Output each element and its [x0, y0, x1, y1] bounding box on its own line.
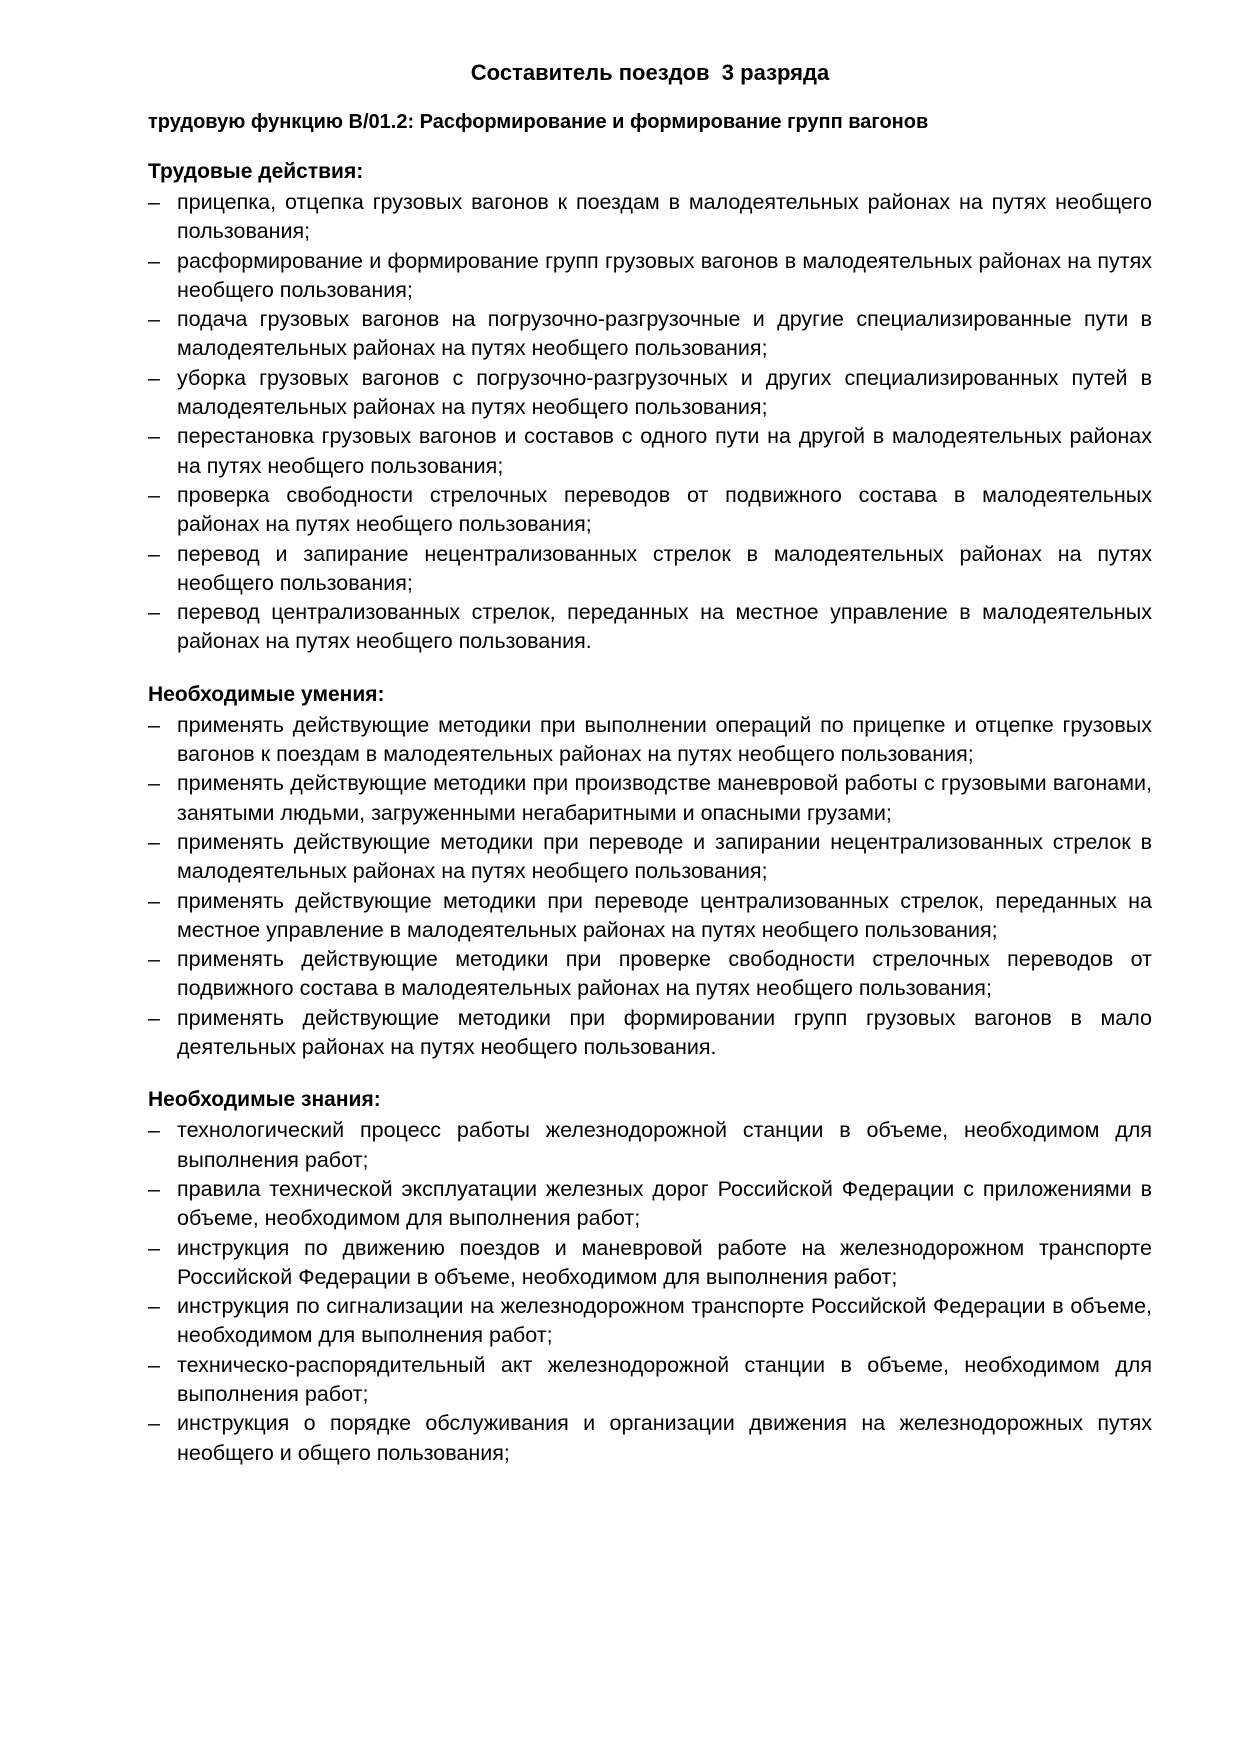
list-item-text: перевод централизованных стрелок, переданных на местное управление в малодеятельных районах на путях необщего пользования. [177, 600, 1152, 654]
list-item-text: подача грузовых вагонов на погрузочно-разгрузочные и другие специализированные пути в малодеятельных районах на путях необщего пользования; [177, 307, 1152, 361]
dash-bullet: – [148, 1411, 160, 1436]
list-item-text: расформирование и формирование групп грузовых вагонов в малодеятельных районах на путях необщего пользования; [177, 248, 1152, 302]
item-list [148, 711, 1152, 1063]
labor-function-title: трудовую функцию В/01.2: Расформирование и формирование групп вагонов [148, 111, 929, 133]
list-item-text: инструкция о порядке обслуживания и организации движения на железнодорожных путях необщего и общего пользования; [177, 1411, 1152, 1465]
list-item [148, 945, 1152, 1004]
dash-bullet: – [148, 771, 160, 796]
list-item-text: инструкция по движению поездов и маневровой работе на железнодорожном транспорте Российской Федерации в объеме, необходимом для выполнения работ; [177, 1235, 1152, 1289]
list-item [148, 305, 1152, 364]
dash-bullet: – [148, 888, 160, 913]
list-item-text: перевод и запирание нецентрализованных стрелок в малодеятельных районах на путях необщего пользования; [177, 541, 1152, 595]
list-item-text: перестановка грузовых вагонов и составов с одного пути на другой в малодеятельных районах на путях необщего пользования; [177, 424, 1152, 478]
list-item [148, 711, 1152, 770]
dash-bullet: – [148, 1294, 160, 1319]
list-item [148, 422, 1152, 481]
dash-bullet: – [148, 712, 160, 737]
list-item [148, 769, 1152, 828]
list-item [148, 540, 1152, 599]
list-item-text: техническо-распорядительный акт железнодорожной станции в объеме, необходимом для выполнения работ; [177, 1352, 1152, 1406]
list-item-text: применять действующие методики при формировании групп грузовых вагонов в мало деятельных районах на путях необщего пользования. [177, 1005, 1152, 1060]
dash-bullet: – [148, 1235, 160, 1260]
list-item [148, 887, 1152, 946]
list-item [148, 364, 1152, 423]
dash-bullet: – [148, 947, 160, 972]
list-item [148, 1292, 1152, 1351]
dash-bullet: – [148, 248, 160, 273]
dash-bullet: – [148, 1118, 160, 1143]
list-item-text: уборка грузовых вагонов с погрузочно-разгрузочных и других специализированных путей в малодеятельных районах на путях необщего пользования; [177, 365, 1152, 420]
list-item-text: применять действующие методики при переводе централизованных стрелок, переданных на местное управление в малодеятельных районах на путях необщего пользования; [177, 888, 1152, 942]
list-item [148, 1175, 1152, 1234]
section [148, 1086, 1152, 1468]
dash-bullet: – [148, 600, 160, 625]
item-list [148, 1116, 1152, 1468]
section-heading: Необходимые знания: [148, 1088, 381, 1112]
dash-bullet: – [148, 365, 160, 390]
list-item [148, 188, 1152, 247]
list-item-text: проверка свободности стрелочных переводов от подвижного состава в малодеятельных районах на путях необщего пользования; [177, 482, 1152, 537]
list-item-text: правила технической эксплуатации железных дорог Российской Федерации с приложениями в объеме, необходимом для выполнения работ; [177, 1176, 1152, 1231]
list-item-text: применять действующие методики при производстве маневровой работы с грузовыми вагонами, занятыми людьми, загруженными негабаритными и опасными грузами; [177, 771, 1152, 825]
section [148, 681, 1152, 1063]
list-item-text: применять действующие методики при выполнении операций по прицепке и отцепке грузовых вагонов к поездам в малодеятельных районах на путях необщего пользования; [177, 712, 1152, 767]
list-item-text: прицепка, отцепка грузовых вагонов к поездам в малодеятельных районах на путях необщего пользования; [177, 190, 1152, 244]
item-list [148, 188, 1152, 657]
page-title: Составитель поездов 3 разряда [470, 60, 830, 85]
dash-bullet: – [148, 829, 160, 854]
section-heading: Трудовые действия: [148, 160, 364, 183]
list-item-text: применять действующие методики при проверке свободности стрелочных переводов от подвижного состава в малодеятельных районах на путях необщего пользования; [177, 947, 1152, 1001]
dash-bullet: – [148, 1352, 160, 1377]
list-item [148, 598, 1152, 657]
list-item [148, 1351, 1152, 1410]
list-item [148, 1234, 1152, 1293]
list-item [148, 1409, 1152, 1468]
list-item [148, 828, 1152, 887]
dash-bullet: – [148, 1176, 160, 1201]
list-item-text: инструкция по сигнализации на железнодорожном транспорте Российской Федерации в объеме, необходимом для выполнения работ; [177, 1294, 1152, 1348]
list-item [148, 247, 1152, 306]
section-heading: Необходимые умения: [148, 682, 385, 706]
list-item-text: применять действующие методики при переводе и запирании нецентрализованных стрелок в малодеятельных районах на путях необщего пользования; [177, 829, 1152, 884]
dash-bullet: – [148, 190, 160, 214]
list-item [148, 481, 1152, 540]
dash-bullet: – [148, 482, 160, 507]
dash-bullet: – [148, 541, 160, 566]
dash-bullet: – [148, 307, 160, 332]
document-page [148, 58, 1152, 1492]
section [148, 158, 1152, 657]
list-item-text: технологический процесс работы железнодорожной станции в объеме, необходимом для выполнения работ; [177, 1118, 1152, 1172]
list-item [148, 1004, 1152, 1063]
dash-bullet: – [148, 424, 160, 449]
dash-bullet: – [148, 1005, 160, 1030]
list-item [148, 1116, 1152, 1175]
sections-container [148, 158, 1152, 1468]
